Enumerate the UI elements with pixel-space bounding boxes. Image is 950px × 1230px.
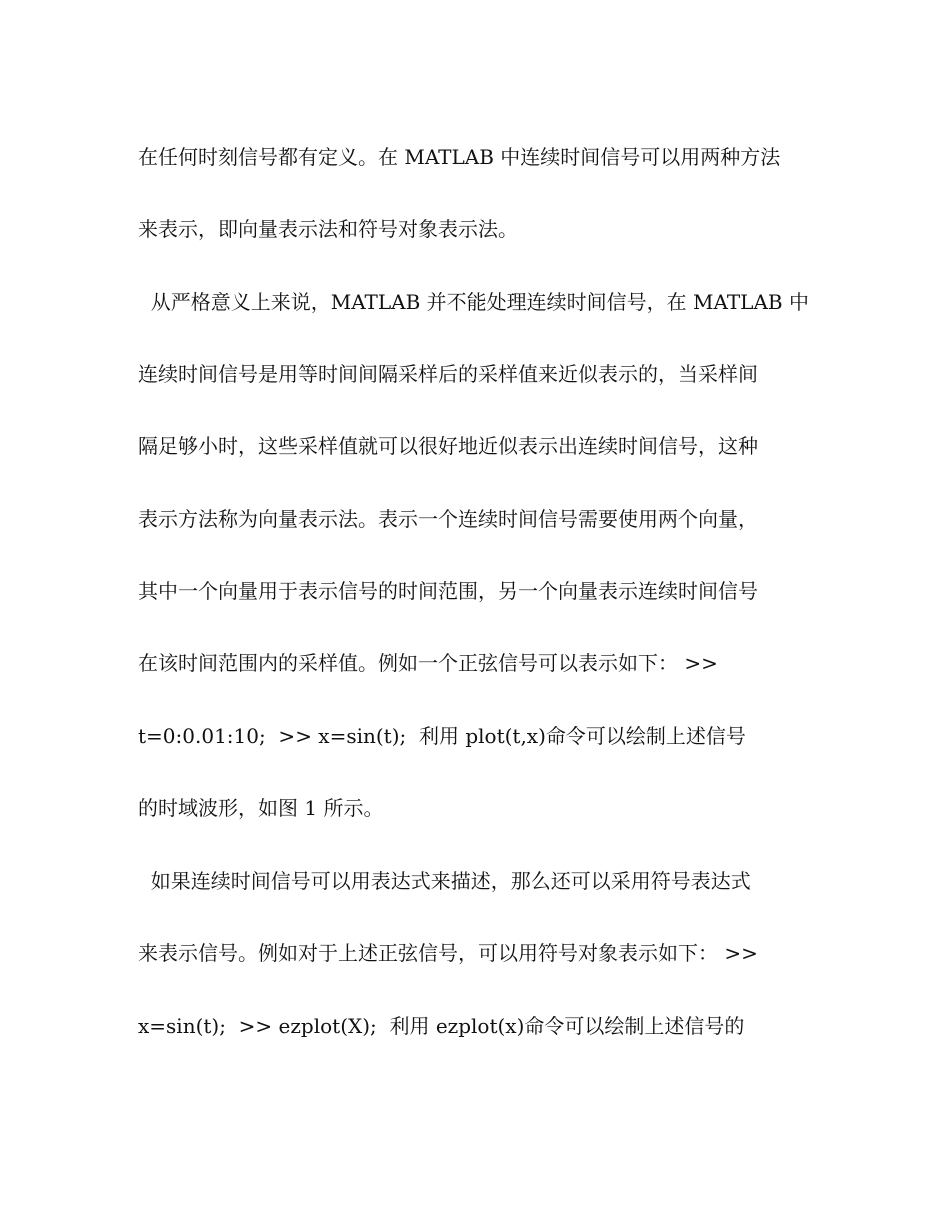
text-line-13: x=sin(t); >> ezplot(X); 利用 ezplot(x)命令可以绘制上述信号的 bbox=[138, 1014, 745, 1038]
text-line-4: 连续时间信号是用等时间间隔采样后的采样值来近似表示的，当采样间 bbox=[138, 362, 758, 386]
text-line-7: 其中一个向量用于表示信号的时间范围，另一个向量表示连续时间信号 bbox=[138, 579, 758, 603]
text-line-6: 表示方法称为向量表示法。表示一个连续时间信号需要使用两个向量， bbox=[138, 507, 758, 531]
text-line-12: 来表示信号。例如对于上述正弦信号，可以用符号对象表示如下： >> bbox=[138, 941, 758, 965]
text-line-8: 在该时间范围内的采样值。例如一个正弦信号可以表示如下： >> bbox=[138, 651, 718, 675]
text-line-11: 如果连续时间信号可以用表达式来描述，那么还可以采用符号表达式 bbox=[138, 869, 751, 893]
text-line-2: 来表示，即向量表示法和符号对象表示法。 bbox=[138, 217, 518, 241]
text-line-5: 隔足够小时，这些采样值就可以很好地近似表示出连续时间信号，这种 bbox=[138, 434, 758, 458]
text-line-10: 的时域波形，如图 1 所示。 bbox=[138, 796, 384, 820]
text-line-1: 在任何时刻信号都有定义。在 MATLAB 中连续时间信号可以用两种方法 bbox=[138, 145, 781, 169]
text-line-3: 从严格意义上来说，MATLAB 并不能处理连续时间信号，在 MATLAB 中 bbox=[138, 290, 809, 314]
text-line-9: t=0:0.01:10; >> x=sin(t); 利用 plot(t,x)命令可以绘制上述信号 bbox=[138, 724, 746, 748]
